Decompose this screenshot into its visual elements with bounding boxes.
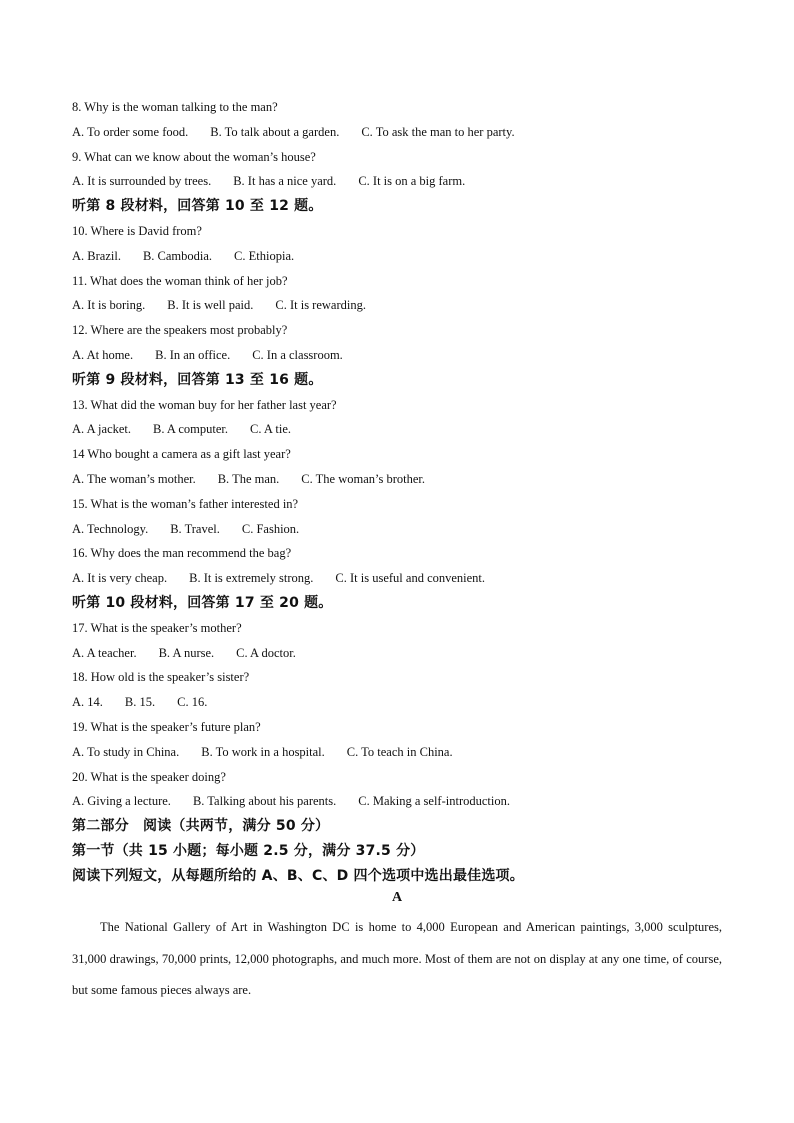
answer-options bbox=[72, 248, 294, 264]
option-b: B. Cambodia. bbox=[142, 248, 213, 263]
option-c: C. Ethiopia. bbox=[234, 248, 295, 263]
option-a: A. To study in China. bbox=[72, 744, 180, 759]
option-b: B. To talk about a garden. bbox=[210, 124, 340, 139]
option-a: A. It is boring. bbox=[72, 298, 146, 313]
question-text: 12. Where are the speakers most probably? bbox=[72, 323, 288, 338]
option-b: B. A computer. bbox=[153, 422, 229, 437]
answer-options bbox=[72, 124, 515, 140]
option-a: A. Giving a lecture. bbox=[72, 794, 171, 809]
question-text: 15. What is the woman’s father interested in? bbox=[72, 496, 299, 511]
section-label: A bbox=[391, 890, 403, 905]
answer-options bbox=[72, 297, 366, 313]
option-c: C. The woman’s brother. bbox=[301, 472, 426, 486]
option-a: A. At home. bbox=[72, 348, 134, 362]
question-text: 9. What can we know about the woman’s house? bbox=[72, 149, 316, 164]
section-header: 听第 9 段材料，回答第 13 至 16 题。 bbox=[72, 371, 323, 388]
question-text: 8. Why is the woman talking to the man? bbox=[72, 100, 278, 114]
question-text: 20. What is the speaker doing? bbox=[72, 769, 226, 784]
option-b: B. Talking about his parents. bbox=[192, 794, 337, 809]
option-b: B. Travel. bbox=[170, 521, 220, 536]
option-a: A. A teacher. bbox=[72, 645, 137, 660]
answer-options bbox=[72, 694, 207, 710]
option-a: A. A jacket. bbox=[72, 422, 132, 437]
section-header: 第二部分 阅读（共两节，满分 50 分） bbox=[72, 818, 330, 835]
option-c: C. A doctor. bbox=[236, 645, 296, 660]
option-c: C. It is on a big farm. bbox=[358, 174, 466, 189]
answer-options bbox=[72, 645, 296, 661]
question-text: 16. Why does the man recommend the bag? bbox=[72, 546, 292, 561]
question-text: 18. How old is the speaker’s sister? bbox=[72, 670, 250, 685]
answer-options bbox=[72, 173, 465, 189]
option-b: B. The man. bbox=[217, 472, 280, 486]
option-b: B. A nurse. bbox=[158, 645, 215, 660]
section-header: 听第 10 段材料，回答第 17 至 20 题。 bbox=[72, 595, 333, 611]
question-text: 14 Who bought a camera as a gift last year? bbox=[72, 447, 291, 462]
section-header: 阅读下列短文，从每题所给的 A、B、C、D 四个选项中选出最佳选项。 bbox=[72, 867, 524, 884]
option-b: B. 15. bbox=[124, 695, 156, 710]
option-b: B. It is extremely strong. bbox=[189, 571, 314, 586]
option-c: C. Making a self-introduction. bbox=[358, 794, 510, 809]
option-a: A. Brazil. bbox=[72, 248, 121, 263]
option-b: B. In an office. bbox=[155, 348, 231, 362]
answer-options bbox=[72, 421, 291, 437]
section-header: 第一节（共 15 小题；每小题 2.5 分，满分 37.5 分） bbox=[72, 843, 425, 859]
question-text: 11. What does the woman think of her job? bbox=[72, 273, 288, 288]
answer-options bbox=[72, 471, 425, 487]
option-c: C. In a classroom. bbox=[252, 348, 343, 362]
option-c: C. Fashion. bbox=[241, 521, 300, 536]
section-header: 听第 8 段材料，回答第 10 至 12 题。 bbox=[72, 198, 323, 215]
answer-options bbox=[72, 570, 485, 586]
answer-options bbox=[72, 347, 343, 363]
option-c: C. 16. bbox=[177, 695, 208, 710]
option-a: A. It is surrounded by trees. bbox=[72, 174, 212, 189]
question-text: 10. Where is David from? bbox=[72, 224, 202, 238]
answer-options bbox=[72, 521, 299, 537]
answer-options bbox=[72, 793, 510, 809]
option-c: C. To ask the man to her party. bbox=[361, 124, 515, 139]
option-b: B. It is well paid. bbox=[167, 298, 254, 313]
answer-options bbox=[72, 744, 453, 760]
reading-passage: The National Gallery of Art in Washington DC is home to 4,000 European and American paintings, 3,000 sculptures, 31,000 drawings, 70,000 prints, 12,000 photographs, and much more. Most of them are not on display at any one time, of course, but some famous pieces always are. bbox=[72, 920, 722, 997]
option-a: A. Technology. bbox=[72, 521, 149, 536]
option-c: C. To teach in China. bbox=[346, 744, 453, 759]
option-a: A. The woman’s mother. bbox=[72, 472, 196, 486]
option-c: C. A tie. bbox=[250, 422, 291, 437]
option-b: B. It has a nice yard. bbox=[233, 174, 337, 189]
option-a: A. To order some food. bbox=[72, 124, 189, 139]
question-text: 13. What did the woman buy for her father last year? bbox=[72, 397, 337, 412]
option-a: A. It is very cheap. bbox=[72, 571, 168, 586]
option-c: C. It is rewarding. bbox=[275, 298, 366, 313]
question-text: 17. What is the speaker’s mother? bbox=[72, 620, 242, 635]
option-c: C. It is useful and convenient. bbox=[335, 571, 486, 586]
option-a: A. 14. bbox=[72, 695, 103, 710]
option-b: B. To work in a hospital. bbox=[201, 744, 325, 759]
question-text: 19. What is the speaker’s future plan? bbox=[72, 720, 261, 734]
